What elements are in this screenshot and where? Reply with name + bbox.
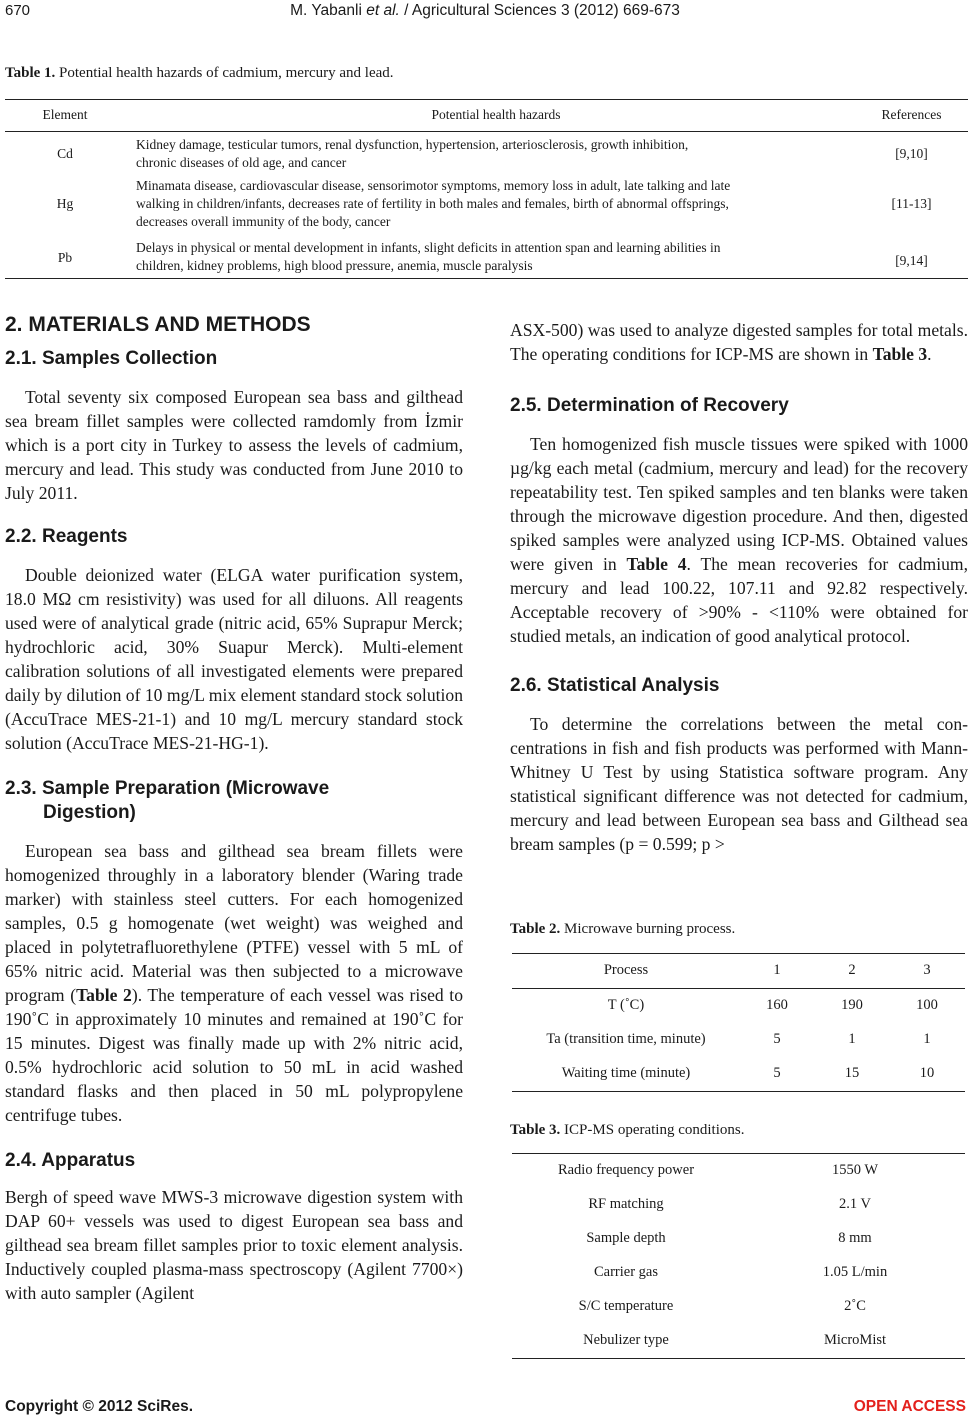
table2-header-cell: 1	[773, 962, 781, 978]
table1-cell-hazards	[136, 177, 856, 231]
hazard-line: Kidney damage, testicular tumors, renal dysfunction, hypertension, arteriosclerosis, growth inhibition,	[136, 137, 689, 152]
table3-caption	[510, 1122, 744, 1139]
running-head-journal: / Agricultural Sciences 3 (2012) 669-673	[399, 2, 680, 19]
table-row	[5, 132, 968, 174]
hazard-line: chronic diseases of old age, and cancer	[136, 155, 347, 170]
table2-caption	[510, 921, 735, 938]
table-row	[512, 1222, 965, 1256]
table-row	[512, 1057, 965, 1091]
subsection-heading: 2.2. Reagents	[5, 526, 128, 547]
table1-header-hazards: Potential health hazards	[431, 107, 561, 122]
table1-cell-element: Hg	[56, 196, 74, 211]
table-reference: Table 3	[872, 344, 928, 364]
table2-cell: 1	[848, 1031, 856, 1047]
heading-line: 2.3. Sample Preparation (Microwave	[5, 778, 330, 799]
table3-caption-text: ICP-MS operating conditions.	[560, 1122, 745, 1138]
hazard-line: children, kidney problems, high blood pressure, anemia, muscle paralysis	[136, 258, 533, 273]
table3-cell: 8 mm	[838, 1230, 872, 1246]
table1-caption-label: Table 1.	[5, 65, 56, 81]
table1-caption	[5, 65, 394, 82]
table2-cell: 15	[844, 1065, 860, 1081]
table1-header-references: References	[881, 107, 942, 122]
subsection-heading: 2.5. Determination of Recovery	[510, 395, 789, 416]
table1-header-row	[5, 100, 968, 132]
left-column	[5, 313, 463, 1305]
table2-caption-label: Table 2.	[510, 921, 561, 937]
table1-cell-element: Cd	[57, 146, 73, 161]
table-reference: Table 2	[76, 985, 132, 1005]
table-row	[512, 1290, 965, 1324]
heading-line: Digestion)	[43, 802, 136, 823]
right-column	[510, 318, 968, 856]
hazard-line: decreases overall immunity of the body, cancer	[136, 214, 391, 229]
paragraph: Bergh of speed wave MWS-3 microwave digestion system with DAP 60+ vessels was used to digest European sea bass and gilthead sea bream fillet samples prior to toxic element analysis. Inductively coupled plasma-mass spectroscopy (Agilent 7700×) with auto sampler (Agilent	[5, 1187, 463, 1303]
hazard-line: walking in children/infants, decreases rate of fertility in both males and females, birth of abnormal offsprings,	[136, 196, 729, 211]
table2-cell: 5	[773, 1065, 781, 1081]
table1-caption-text: Potential health hazards of cadmium, mercury and lead.	[55, 65, 394, 81]
running-head	[0, 2, 970, 20]
table-row	[512, 1256, 965, 1290]
running-head-author: M. Yabanli	[290, 2, 367, 19]
table2-cell: 190	[841, 997, 863, 1013]
table1	[5, 99, 968, 279]
table1-header-element: Element	[42, 107, 88, 122]
table-row	[512, 989, 965, 1023]
table1-cell-references: [9,10]	[895, 146, 928, 161]
open-access-label: OPEN ACCESS	[853, 1398, 966, 1415]
table3	[512, 1153, 965, 1359]
table1-cell-hazards	[136, 136, 856, 172]
table-row	[5, 174, 968, 236]
table2-cell: T (˚C)	[607, 997, 645, 1013]
table3-cell: 1550 W	[831, 1162, 879, 1178]
running-head-etal: et al.	[366, 2, 400, 19]
paragraph-text: Ten homogenized fish muscle tissues were spiked with 1000 µg/kg each metal (cadmium, mercury and lead) for the recovery repeatability test. Ten spiked samples and ten blanks were taken through the microwave digestion procedure. And then, digested spiked samples were analyzed using ICP-MS. Obtained values were given in	[510, 434, 968, 574]
page-number: 670	[5, 2, 31, 19]
table2-cell: 5	[773, 1031, 781, 1047]
table2	[512, 953, 965, 1092]
paragraph-text: .	[927, 344, 932, 364]
table3-cell: Radio frequency power	[557, 1162, 695, 1178]
section-heading: 2. MATERIALS AND METHODS	[5, 313, 311, 336]
table3-cell: Nebulizer type	[583, 1332, 669, 1348]
table3-cell: MicroMist	[823, 1332, 887, 1348]
table3-cell: 1.05 L/min	[822, 1264, 888, 1280]
table-row	[512, 1188, 965, 1222]
paragraph-text: European sea bass and gilthead sea bream fillets were homogenized throughly in a laboratory blender (Waring trade marker) with stainless steel cutters. For each homogenized samples, 0.5 g homogenate (wet weight) was weighed and placed in polytetrafluorethylene (PTFE) vessel with 5 mL of 65% nitric acid. Material was then subjected to a microwave program (	[5, 841, 463, 1005]
table-row	[5, 236, 968, 278]
table2-header-cell: Process	[603, 962, 649, 978]
table2-cell: Waiting time (minute)	[561, 1065, 691, 1081]
hazard-line: Delays in physical or mental development in infants, slight deficits in attention span and learning abilities in	[136, 240, 721, 255]
paragraph-text: . The mean recoveries for cadmium, mercury and lead 100.22, 107.11 and 92.82 respectively. Acceptable recovery of >90% - <110% were obtained for studied metals, an indication of good analytical protocol.	[510, 554, 968, 646]
table1-cell-references: [11-13]	[891, 196, 932, 211]
table2-caption-text: Microwave burning process.	[560, 921, 736, 937]
paragraph: Double deionized water (ELGA water purification system, 18.0 MΩ cm resistivity) was used for all diluons. All reagents used were of analytical grade (nitric acid, 65% Suprapur Merck; hydrochloric acid, 30% Suapur Merck). Multi-element calibration solutions of all investigated elements were prepared daily by dilution of 10 mg/L mix element standard stock solution (AccuTrace MES-21-1) and 10 mg/L mercury standard stock solution (AccuTrace MES-21-HG-1).	[5, 565, 463, 753]
table-row	[512, 1154, 965, 1188]
paragraph	[510, 432, 968, 648]
table1-cell-references: [9,14]	[895, 253, 928, 268]
paragraph	[510, 318, 968, 366]
paragraph-text: ASX-500) was used to analyze digested samples for total metals. The operating conditions for ICP-MS are shown in	[510, 320, 968, 364]
subsection-heading: 2.1. Samples Collection	[5, 348, 218, 369]
table2-header-cell: 2	[848, 962, 856, 978]
paragraph: Total seventy six composed European sea bass and gilthead sea bream fillet samples were collected ramdomly from İzmir which is a port city in Turkey to assess the levels of cadmium, mercury and lead. This study was conducted from June 2010 to July 2011.	[5, 387, 463, 503]
hazard-line: Minamata disease, cardiovascular disease, sensorimotor symptoms, memory loss in adult, late talking and late	[136, 178, 731, 193]
copyright-notice: Copyright © 2012 SciRes.	[5, 1398, 194, 1415]
table3-cell: 2˚C	[844, 1298, 866, 1314]
table1-cell-element: Pb	[57, 250, 73, 265]
table3-cell: RF matching	[588, 1196, 664, 1212]
subsection-heading: 2.4. Apparatus	[5, 1150, 136, 1171]
subsection-heading	[5, 777, 463, 839]
paragraph: To determine the correlations between the metal concentrations in fish and fish products was performed with Mann-Whitney U Test by using Statistica software program. Any statistical significant difference was not detected for cadmium, mercury and lead between European sea bass and Gilthead sea bream samples (p = 0.599; p >	[510, 714, 968, 854]
table3-cell: Sample depth	[586, 1230, 666, 1246]
paragraph	[5, 839, 463, 1127]
table2-cell: 10	[919, 1065, 935, 1081]
table3-cell: S/C temperature	[578, 1298, 674, 1314]
subsection-heading: 2.6. Statistical Analysis	[510, 675, 720, 696]
table1-cell-hazards	[136, 239, 856, 275]
paragraph-text: ). The temperature of each vessel was rised to 190˚C in approximately 10 minutes and remained at 190˚C for 15 minutes. Digest was finally made up with 2% nitric acid, 0.5% hydrochloric acid solution to 50 mL in acid washed standard flasks and then placed in 50 mL polypropylene centrifuge tubes.	[5, 985, 463, 1125]
table2-header-row	[512, 954, 965, 989]
table3-cell: Carrier gas	[593, 1264, 658, 1280]
table-reference: Table 4	[626, 554, 687, 574]
table2-header-cell: 3	[923, 962, 931, 978]
table3-caption-label: Table 3.	[510, 1122, 561, 1138]
table2-cell: 100	[916, 997, 938, 1013]
table2-cell: 160	[766, 997, 788, 1013]
table2-cell: 1	[923, 1031, 931, 1047]
table-row	[512, 1324, 965, 1358]
table2-cell: Ta (transition time, minute)	[546, 1031, 706, 1047]
table3-cell: 2.1 V	[839, 1196, 871, 1212]
table-row	[512, 1023, 965, 1057]
